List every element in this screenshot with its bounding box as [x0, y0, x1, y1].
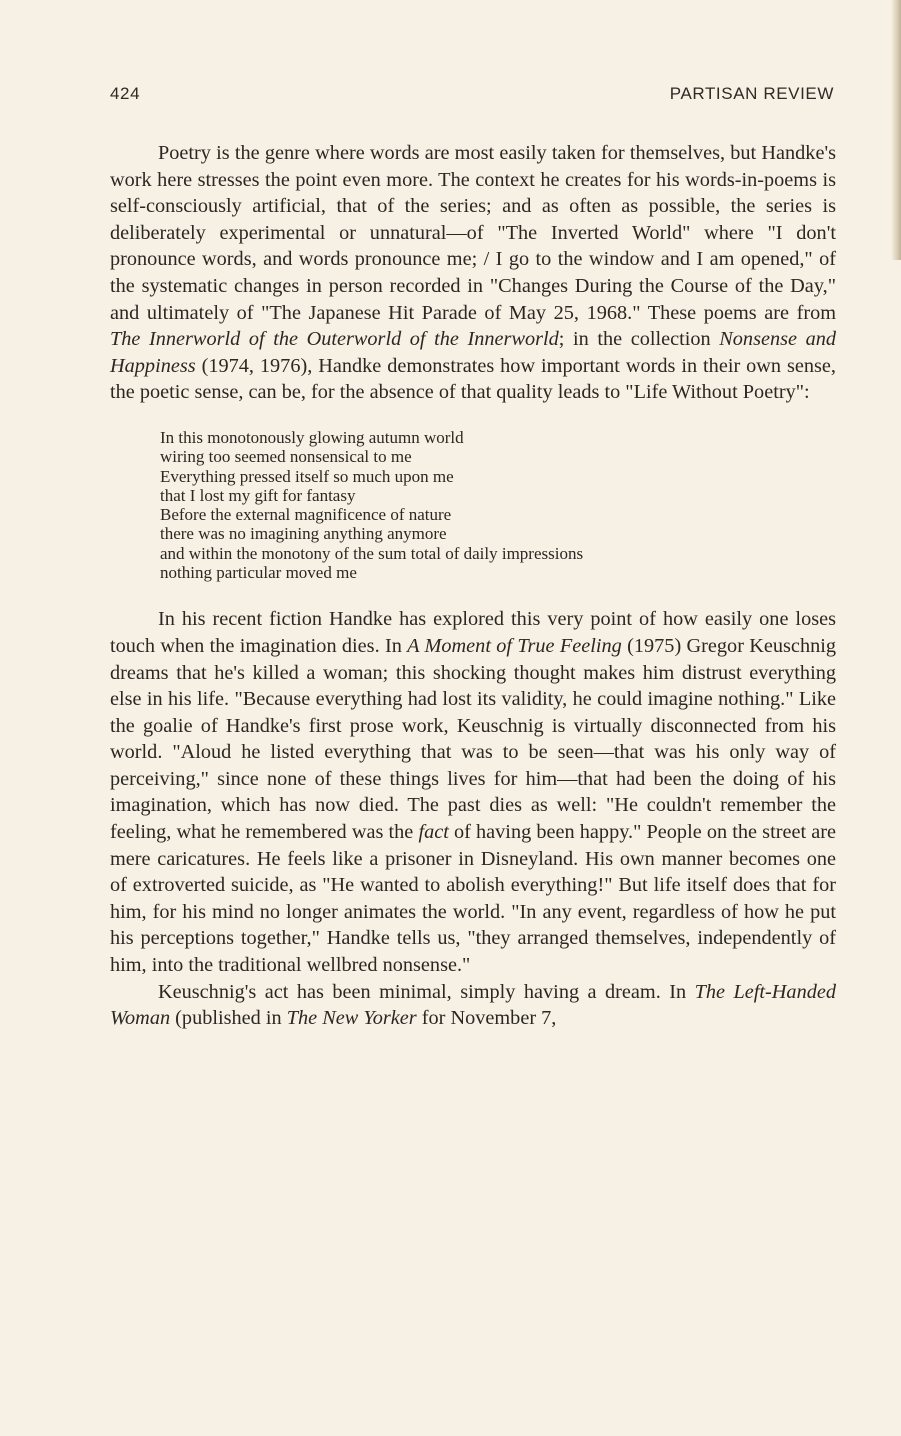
- paragraph-2: [110, 606, 836, 978]
- poem-line: Before the external magnificence of nature: [160, 505, 452, 525]
- poem-line: wiring too seemed nonsensical to me: [160, 447, 412, 467]
- poem-line: that I lost my gift for fantasy: [160, 485, 356, 505]
- para2-text-3: of having been happy." People on the street are mere caricatures. He feels like a prisoner in Disneyland. His own manner becomes one of extroverted suicide, as "He wanted to abolish everything!" But life itself does that for him, for his mind no longer animates the world. "In any event, regardless of how he put his perceptions together," Handke tells us, "they arranged themselves, independently of him, into the traditional wellbred nonsense.": [110, 821, 836, 977]
- poem-block: [160, 428, 836, 582]
- poem-line: nothing particular moved me: [160, 563, 357, 583]
- para3-text-3: for November 7,: [416, 1007, 557, 1030]
- paragraph-3: [110, 979, 836, 1032]
- para3-title-left-handed: The Left-Handed Woman: [110, 980, 836, 1030]
- poem-line: and within the monotony of the sum total of daily impressions: [160, 543, 584, 563]
- para1-text-1: Poetry is the genre where words are most easily taken for themselves, but Handke's work here stresses the point even more. The context he creates for his words-in-poems is self-consciously artificial, that of the series; and as often as possible, the series is deliberately experimental or unnatural—of "The Inverted World" where "I don't pronounce words, and words pronounce me; / I go to the window and I am opened," of the systematic changes in person recorded in "Changes During the Course of the Day," and ultimately of "The Japanese Hit Parade of May 25, 1968." These poems are from: [110, 142, 836, 324]
- para3-text-1: Keuschnig's act has been minimal, simply having a dream. In: [158, 980, 695, 1003]
- para3-title-new-yorker: The New Yorker: [286, 1007, 417, 1030]
- running-title: PARTISAN REVIEW: [669, 84, 834, 103]
- page-number: 424: [110, 84, 141, 103]
- poem-line: Everything pressed itself so much upon me: [160, 466, 454, 486]
- article-body: [110, 140, 836, 1032]
- para3-text-2: (published in: [170, 1007, 287, 1030]
- para1-text-2: ; in the collection: [558, 328, 720, 351]
- para2-title-moment: A Moment of True Feeling: [407, 634, 622, 657]
- running-header: [110, 84, 834, 114]
- poem-line: In this monotonously glowing autumn world: [160, 427, 464, 447]
- poem-line: there was no imagining anything anymore: [160, 524, 447, 544]
- para1-title-nonsense: Nonsense and Happiness: [110, 328, 837, 377]
- para1-title-innerworld: The Innerworld of the Outerworld of the Innerworld: [110, 328, 559, 351]
- para2-text-1: In his recent fiction Handke has explored this very point of how easily one loses touch when the imagination dies. In: [110, 608, 836, 657]
- paragraph-1: [110, 140, 836, 406]
- para2-emphasis-fact: fact: [418, 821, 449, 844]
- para2-text-2: (1975) Gregor Keuschnig dreams that he's killed a woman; this shocking thought makes him distrust everything else in his life. "Because everything had lost its validity, he could imagine nothing." Like the goalie of Handke's first prose work, Keuschnig is virtually disconnected from his world. "Aloud he listed everything that was to be seen—that was his only way of perceiving," since none of these things lives for him—that had been the doing of his imagination, which has now died. The past dies as well: "He couldn't remember the feeling, what he remembered was the: [110, 634, 836, 844]
- para1-text-3: (1974, 1976), Handke demonstrates how important words in their own sense, the poetic sense, can be, for the absence of that quality leads to "Life Without Poetry":: [110, 354, 836, 404]
- page-edge-shadow: [891, 0, 901, 260]
